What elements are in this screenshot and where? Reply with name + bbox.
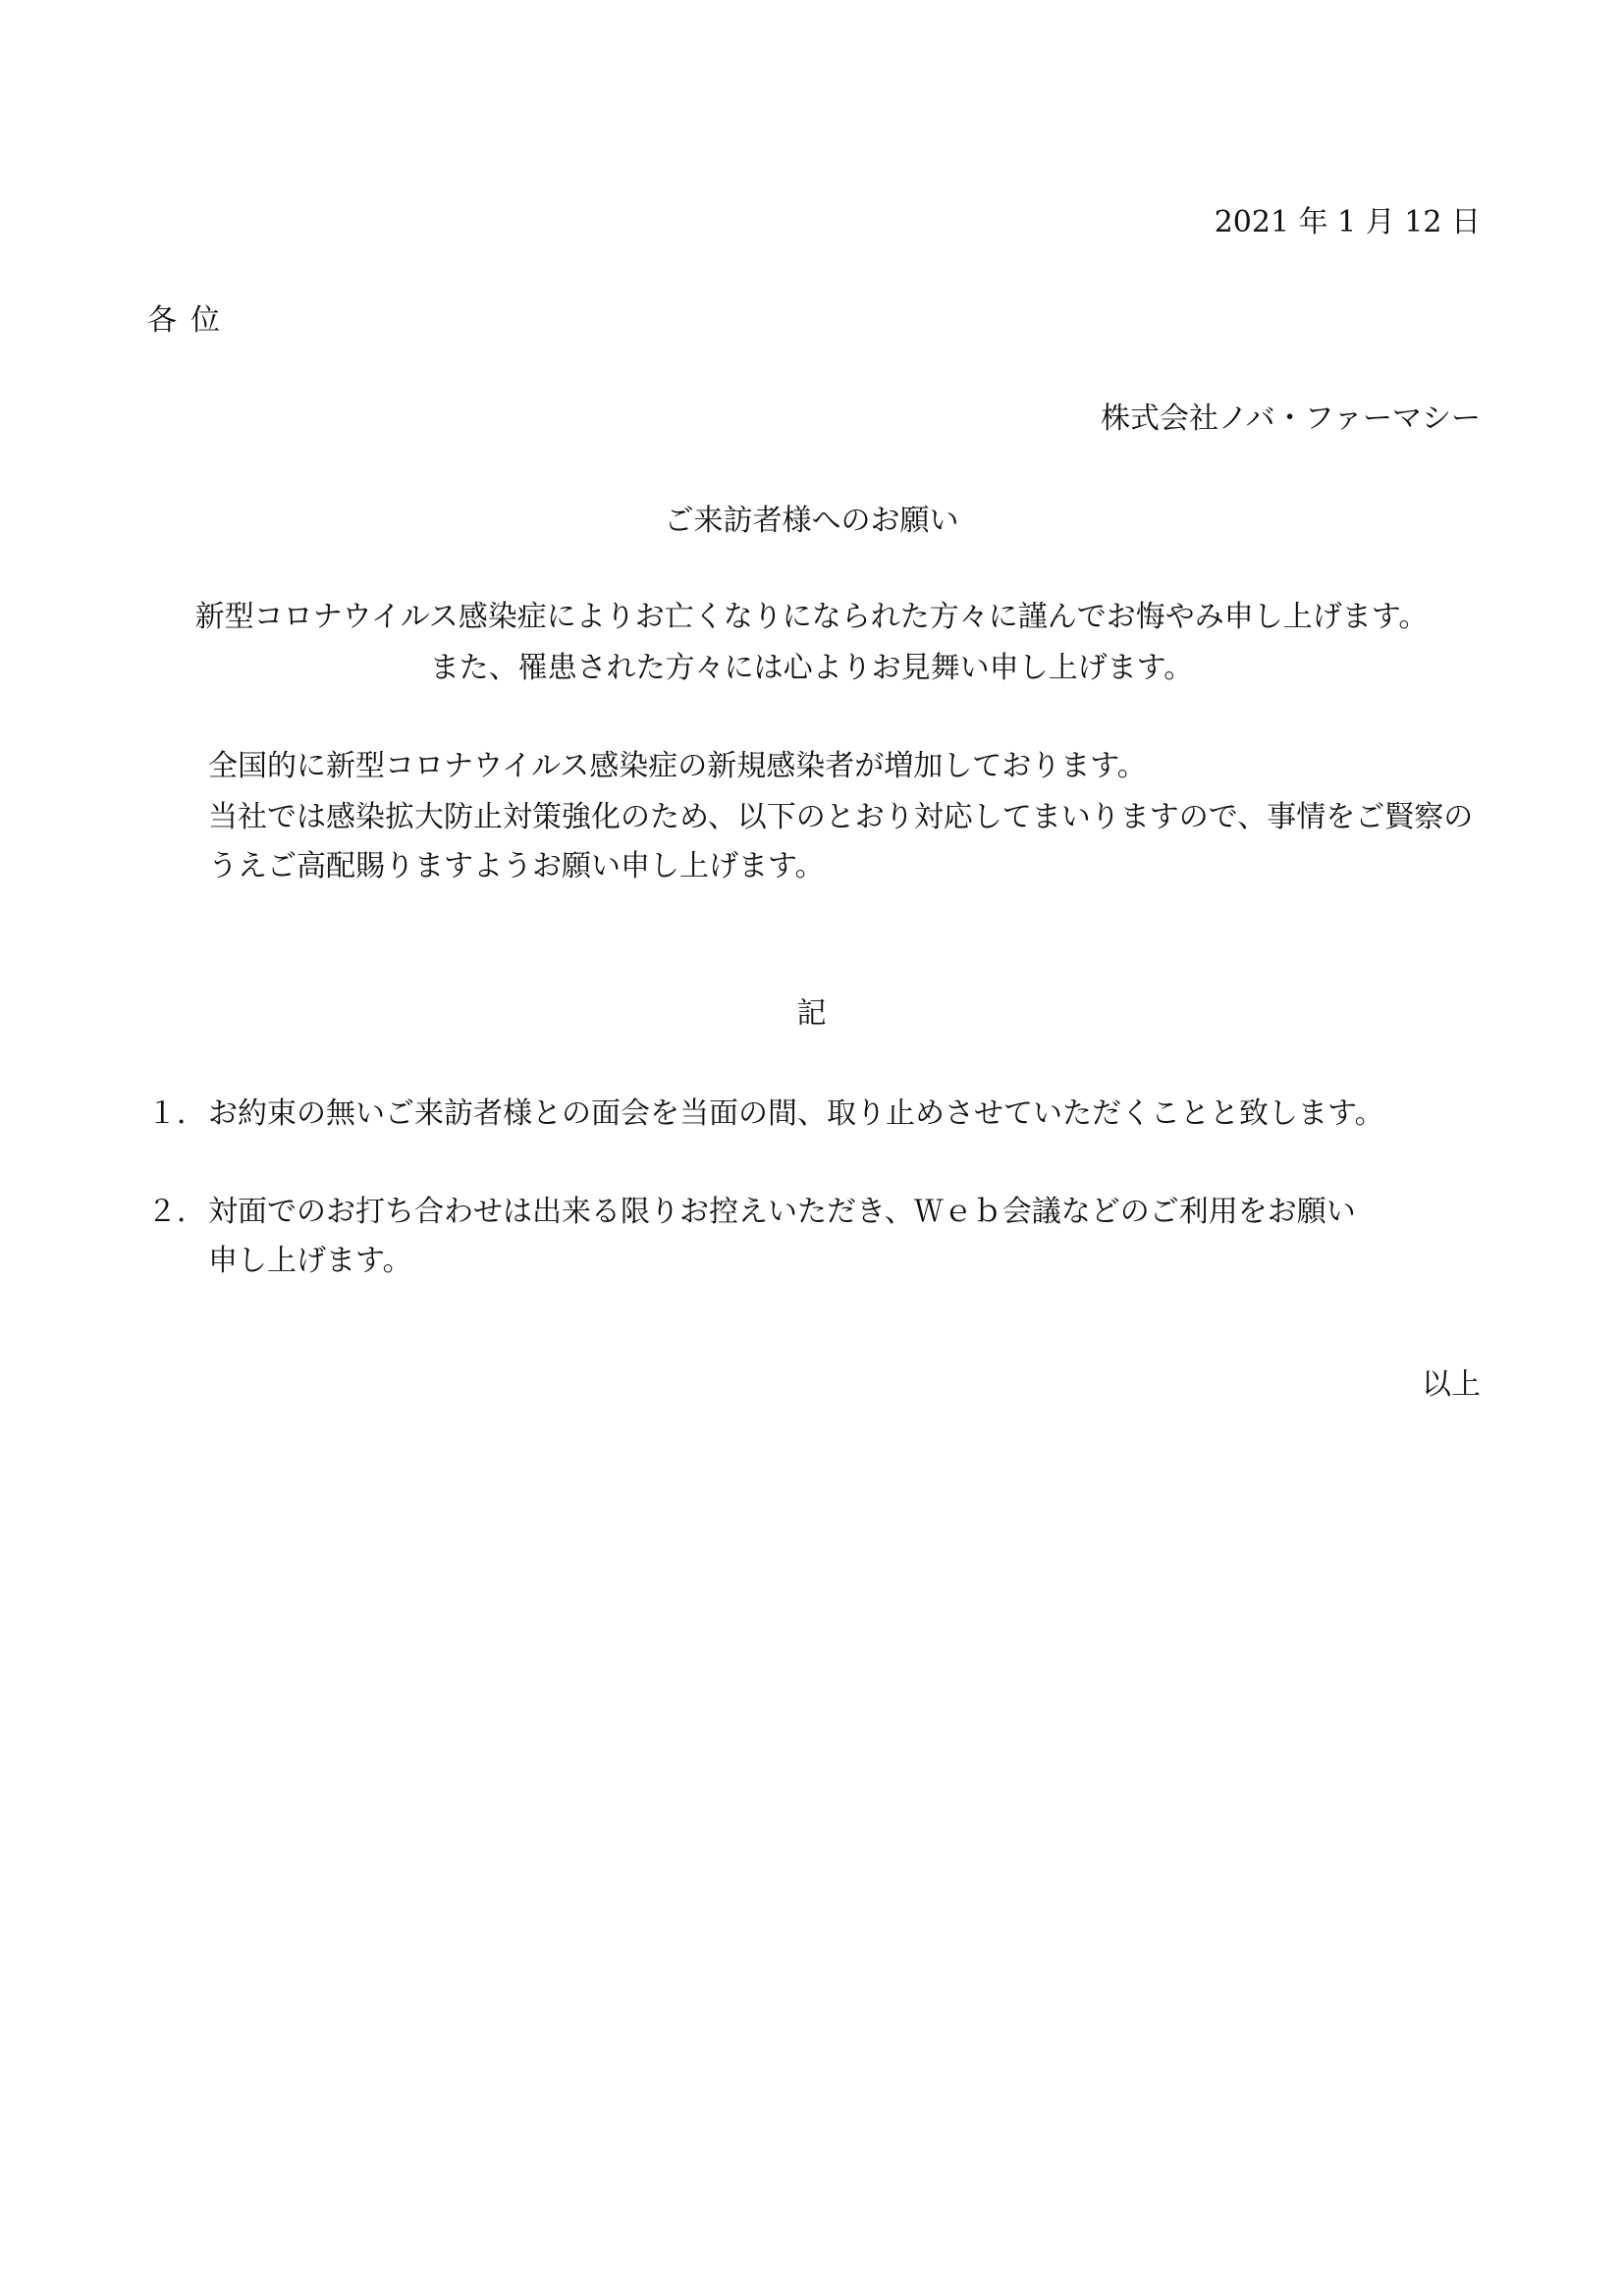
sender-company: 株式会社ノバ・ファーマシー bbox=[1101, 401, 1481, 436]
document-title: ご来訪者様へのお願い bbox=[664, 504, 959, 538]
list-item-text: 対面でのお打ち合わせは出来る限りお控えいただき、Ｗｅｂ会議などのご利用をお願い bbox=[208, 1195, 1356, 1229]
list-item-number: ２． bbox=[147, 1195, 206, 1229]
body-line-2: 当社では感染拡大防止対策強化のため、以下のとおり対応してまいりますので、事情をご賢察の bbox=[208, 800, 1474, 834]
note-heading: 記 bbox=[796, 996, 827, 1031]
document-date: 2021 年 1 月 12 日 bbox=[1214, 205, 1481, 240]
body-line-3: うえご高配賜りますようお願い申し上げます。 bbox=[208, 849, 825, 883]
list-item-text: お約束の無いご来訪者様との面会を当面の間、取り止めさせていただくことと致します。 bbox=[208, 1096, 1384, 1131]
list-item-text-continued: 申し上げます。 bbox=[208, 1244, 412, 1278]
list-item-number: １． bbox=[147, 1096, 206, 1131]
body-line-1: 全国的に新型コロナウイルス感染症の新規感染者が増加しております。 bbox=[208, 749, 1147, 783]
condolence-line-1: 新型コロナウイルス感染症によりお亡くなりになられた方々に謹んでお悔やみ申し上げます。 bbox=[194, 600, 1429, 634]
condolence-line-2: また、罹患された方々には心よりお見舞い申し上げます。 bbox=[429, 651, 1194, 685]
addressee: 各位 bbox=[147, 303, 234, 338]
closing-remark: 以上 bbox=[1422, 1367, 1481, 1402]
